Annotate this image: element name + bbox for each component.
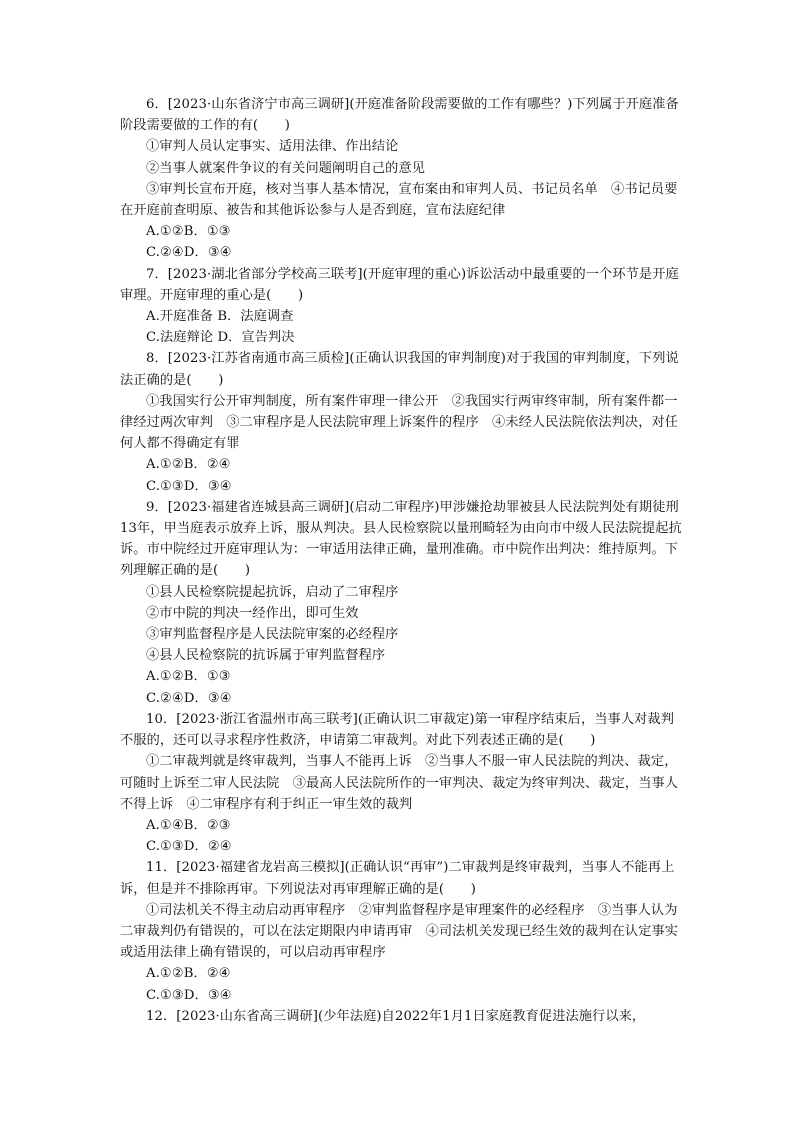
q7-options-ab: A.开庭准备 B．法庭调查 [146,309,294,325]
q9-options-ab: A.①②B．①③ [146,669,231,685]
q10-statements: ①二审裁判就是终审裁判，当事人不能再上诉 ②当事人不服一审人民法院的判决、裁定，可随时上诉至二审人民法院 ③最高人民法院所作的一审判决、裁定为终审判决、裁定，当事人不得上诉 ④二审程序有利于纠正一审生效的裁判 [120,754,679,812]
question-11-stem: 11．[2023·福建省龙岩高三模拟](正确认识“再审”)二审裁判是终审裁判，当事人不能再上诉，但是并不排除再审。下列说法对再审理解正确的是( ) [120,860,675,897]
question-12-stem: 12．[2023·山东省高三调研](少年法庭)自2022年1月1日家庭教育促进法施行以来， [146,1008,646,1024]
q6-options-cd: C.②④D．③④ [146,245,232,261]
q6-statement-1: ①审判人员认定事实、适用法律、作出结论 [146,139,399,155]
q11-options-ab: A.①②B．②④ [146,966,231,982]
q10-options-ab: A.①④B．②③ [146,817,231,833]
q8-options-cd: C.①③D．③④ [146,478,232,494]
question-8-stem: 8．[2023·江苏省南通市高三质检](正确认识我国的审判制度)对于我国的审判制度，下列说法正确的是( ) [120,351,679,388]
q9-statement-2: ②市中院的判决一经作出，即可生效 [146,605,359,621]
q6-options-ab: A.①②B．①③ [146,224,231,240]
q11-statements: ①司法机关不得主动启动再审程序 ②审判监督程序是审理案件的必经程序 ③当事人认为二审裁判仍有错误的，可以在法定期限内申请再审 ④司法机关发现已经生效的裁判在认定事实或适用法律上确有错误的，可以启动再审程序 [120,902,679,961]
question-7-stem: 7．[2023·湖北省部分学校高三联考](开庭审理的重心)诉讼活动中最重要的一个环节是开庭审理。开庭审理的重心是( ) [120,266,679,303]
q6-statement-2: ②当事人就案件争议的有关问题阐明自己的意见 [146,160,426,176]
document-page [120,94,686,1027]
q9-statement-1: ①县人民检察院提起抗诉，启动了二审程序 [146,584,399,600]
q9-statement-4: ④县人民检察院的抗诉属于审判监督程序 [146,648,386,664]
q11-options-cd: C.①③D．③④ [146,987,232,1003]
q10-options-cd: C.①③D．②④ [146,839,232,855]
q8-options-ab: A.①②B．②④ [146,457,231,473]
question-10-stem: 10．[2023·浙江省温州市高三联考](正确认识二审裁定)第一审程序结束后，当事人对裁判不服的，还可以寻求程序性救济，申请第二审裁判。对此下列表述正确的是( ) [120,711,674,749]
q9-options-cd: C.②④D．③④ [146,690,232,706]
q6-statement-3: ③审判长宣布开庭，核对当事人基本情况，宣布案由和审判人员、书记员名单 ④书记员要在开庭前查明原、被告和其他诉讼参与人是否到庭，宣布法庭纪律 [120,181,678,219]
question-9-stem: 9．[2023·福建省连城县高三调研](启动二审程序)甲涉嫌抢劫罪被县人民法院判处有期徒刑13年，甲当庭表示放弃上诉，服从判决。县人民检察院以量刑畸轻为由向市中级人民法院提起抗诉。市中院经过开庭审理认为：一审适用法律正确，量刑准确。市中院作出判决：维持原判。下列理解正确的是( ) [120,499,682,579]
q8-statements: ①我国实行公开审判制度，所有案件审理一律公开 ②我国实行两审终审制，所有案件都一律经过两次审判 ③二审程序是人民法院审理上诉案件的程序 ④未经人民法院依法判决，对任何人都不得确定有罪 [120,393,679,452]
question-6-stem: 6．[2023·山东省济宁市高三调研](开庭准备阶段需要做的工作有哪些？)下列属于开庭准备阶段需要做的工作的有( ) [120,97,679,134]
q9-statement-3: ③审判监督程序是人民法院审案的必经程序 [146,627,399,643]
q7-options-cd: C.法庭辩论 D．宣告判决 [146,330,295,346]
